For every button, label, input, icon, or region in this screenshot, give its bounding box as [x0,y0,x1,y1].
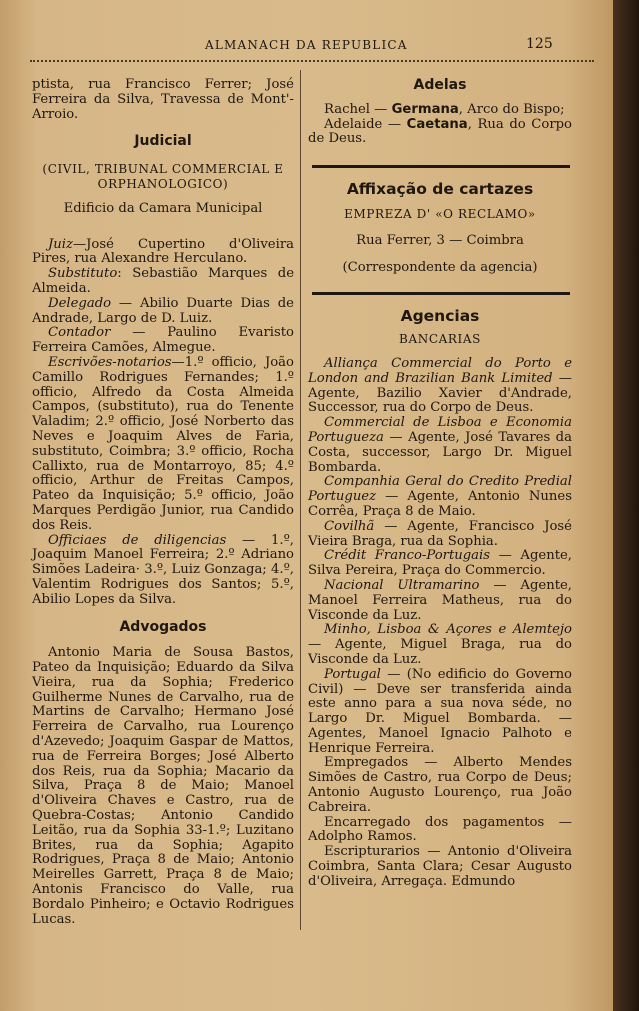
entry-text: —1.º officio, João Camillo Rodrigues Fernandes; 1.º officio, Alfredo da Costa Almeida Campos, (substituto), rua do Tenente Valadim; 2.º officio, José Norberto das Neves e Joaquim Alves de Faria, substituto, Coimbra; 3.º officio, Rocha Callixto, rua de Montarroyo, 85; 4.º officio, Arthur de Freitas Campos, Pateo da Inquisição; 5.º officio, João Marques Perdigão Junior, rua Candido dos Reis. [32,354,294,533]
agencia-text: — Agente, Francisco José Vieira Braga, rua da Sophia. [308,518,572,549]
entry-role: Contador [48,325,111,341]
adelas-entries [308,103,572,147]
column-divider [300,70,301,930]
entry-role: Escrivões-notarios [48,354,172,370]
agencia-name: Companhia Geral do Credito Predial Portuguez [308,474,572,505]
judicial-entry [32,356,294,534]
entry-role: Delegado [48,295,112,311]
cartazes-heading: Affixação de cartazes [346,180,534,199]
section-rule [312,165,570,168]
entry-text: —José Cupertino d'Oliveira Pires, rua Alexandre Herculano. [32,236,294,267]
agencias-subheading: BANCARIAS [399,332,481,347]
agencia-name: Minho, Lisboa & Açores e Alemtejo [324,622,572,638]
adelas-heading: Adelas [413,77,467,93]
section-rule [312,292,570,295]
judicial-subheading: (CIVIL, TRIBUNAL COMMERCIAL E ORPHANOLOGICO) [42,162,284,191]
adelas-entry [308,118,572,148]
agencia-text: — Agente, José Tavares da Costa, successor, Largo Dr. Miguel Bombarda. [308,429,572,475]
advogados-text: Antonio Maria de Sousa Bastos, Pateo da Inquisição; Eduardo da Silva Vieira, rua da Sophia; Frederico Guilherme Nunes de Carvalho, rua de Martins de Carvalho; Hermano José Ferreira de Carvalho, rua Lourenço d'Azevedo; Joaquim Gaspar de Mattos, rua de Ferreira Borges; José Alberto dos Reis, rua da Sophia; Macario da Silva, Praça 8 de Maio; Manoel d'Oliveira Chaves e Castro, rua de Quebra-Costas; Antonio Candido Leitão, rua da Sophia 33-1.º; Luzitano Brites, rua da Sophia; Agapito Rodrigues, Praça 8 de Maio; Antonio Meirelles Garrett, Praça 8 de Maio; Antonis Francisco do Valle, rua Bordalo Pinheiro; e Octavio Rodrigues Lucas. [32,645,294,927]
judicial-location: Edificio da Camara Municipal [63,200,263,216]
advogados-heading: Advogados [119,618,207,635]
adela-pre: Adelaide — [324,116,407,132]
page-header [0,36,613,56]
judicial-entry [32,534,294,608]
running-title: ALMANACH DA REPUBLICA [205,38,408,52]
book-binding-edge [613,0,639,1011]
header-rule [30,60,594,62]
agencia-name: Commercial de Lisboa e Economia Portugueza [308,415,572,445]
cartazes-note: (Correspondente da agencia) [342,259,538,275]
entry-text: — Abilio Duarte Dias de Andrade, Largo de D. Luiz. [32,295,294,326]
agencia-text: — Agente, Silva Pereira, Praça do Commercio. [308,548,572,579]
agencia-text: — Agente, Miguel Braga, rua do Visconde da Luz. [308,637,572,667]
judicial-entry [32,326,294,356]
agencia-text: — Agente, Antonio Nunes Corrêa, Praça 8 de Maio. [308,489,572,519]
agencia-entry [308,668,572,757]
cartazes-address: Rua Ferrer, 3 — Coimbra [356,232,524,248]
agencia-entry [308,549,572,579]
agencia-text: — (No edificio do Governo Civil) — Deve ser transferida ainda este anno para a sua nova séde, no Largo Dr. Miguel Bombarda. — Agentes, Manoel Ignacio Palhoto e Henrique Ferreira. [308,666,572,756]
judicial-entry [32,267,294,297]
judicial-entry [32,297,294,327]
right-column [308,78,572,890]
adela-name: Germana [391,101,459,117]
agencia-staff: Encarregado dos pagamentos — Adolpho Ramos. [308,814,572,845]
adela-pre: Rachel — [324,101,392,117]
entry-role: Officiaes de diligencias [48,532,227,548]
page-number: 125 [526,36,553,52]
entry-text: — Paulino Evaristo Ferreira Camões, Almegue. [32,325,294,356]
agencia-name: Crédit Franco-Portugais [324,548,491,564]
agencia-name: Alliança Commercial do Porto e London and Brazilian Bank Limited [308,355,572,386]
agencia-entry [308,520,572,550]
agencias-entries [308,357,572,890]
agencia-name: Nacional Ultramarino [324,577,480,593]
adela-post: , Arco do Bispo; [458,101,565,117]
agencia-name: Portugal [324,666,381,682]
agencia-entry [308,357,572,416]
entry-role: Substituto [48,266,118,282]
cartazes-company: EMPREZA D' «O RECLAMO» [344,206,536,221]
agencia-entry [308,579,572,623]
adelas-entry [308,103,572,118]
entry-role: Juiz [48,236,73,252]
agencia-text: — Agente, Bazilio Xavier d'Andrade, Successor, rua do Corpo de Deus. [308,370,572,416]
left-column [32,78,294,927]
agencia-entry [308,475,572,519]
intro-text: ptista, rua Francisco Ferrer; José Ferreira da Silva, Travessa de Mont'-Arroio. [32,77,294,122]
agencia-entry [308,623,572,667]
agencia-staff: Empregados — Alberto Mendes Simões de Castro, rua Corpo de Deus; Antonio Augusto Lourenço, rua João Cabreira. [308,755,572,815]
entry-text: : Sebastião Marques de Almeida. [32,266,294,296]
judicial-entries [32,238,294,608]
judicial-heading: Judicial [134,133,192,150]
adela-name: Caetana [406,116,468,132]
agencia-text: — Agente, Manoel Ferreira Matheus, rua do Visconde da Luz. [308,577,572,623]
agencia-staff: Escripturarios — Antonio d'Oliveira Coimbra, Santa Clara; Cesar Augusto d'Oliveira, Arregaça. Edmundo [308,844,572,889]
entry-text: — 1.º, Joaquim Manoel Ferreira; 2.º Adriano Simões Ladeira· 3.º, Luiz Gonzaga; 4.º, Valentim Rodrigues dos Santos; 5.º, Abilio Lopes da Silva. [32,532,294,607]
agencia-name: Covilhã [324,518,375,534]
judicial-entry [32,238,294,268]
adela-post: , Rua do Corpo de Deus. [308,116,572,147]
agencias-heading: Agencias [400,307,480,326]
agencia-entry [308,416,572,475]
